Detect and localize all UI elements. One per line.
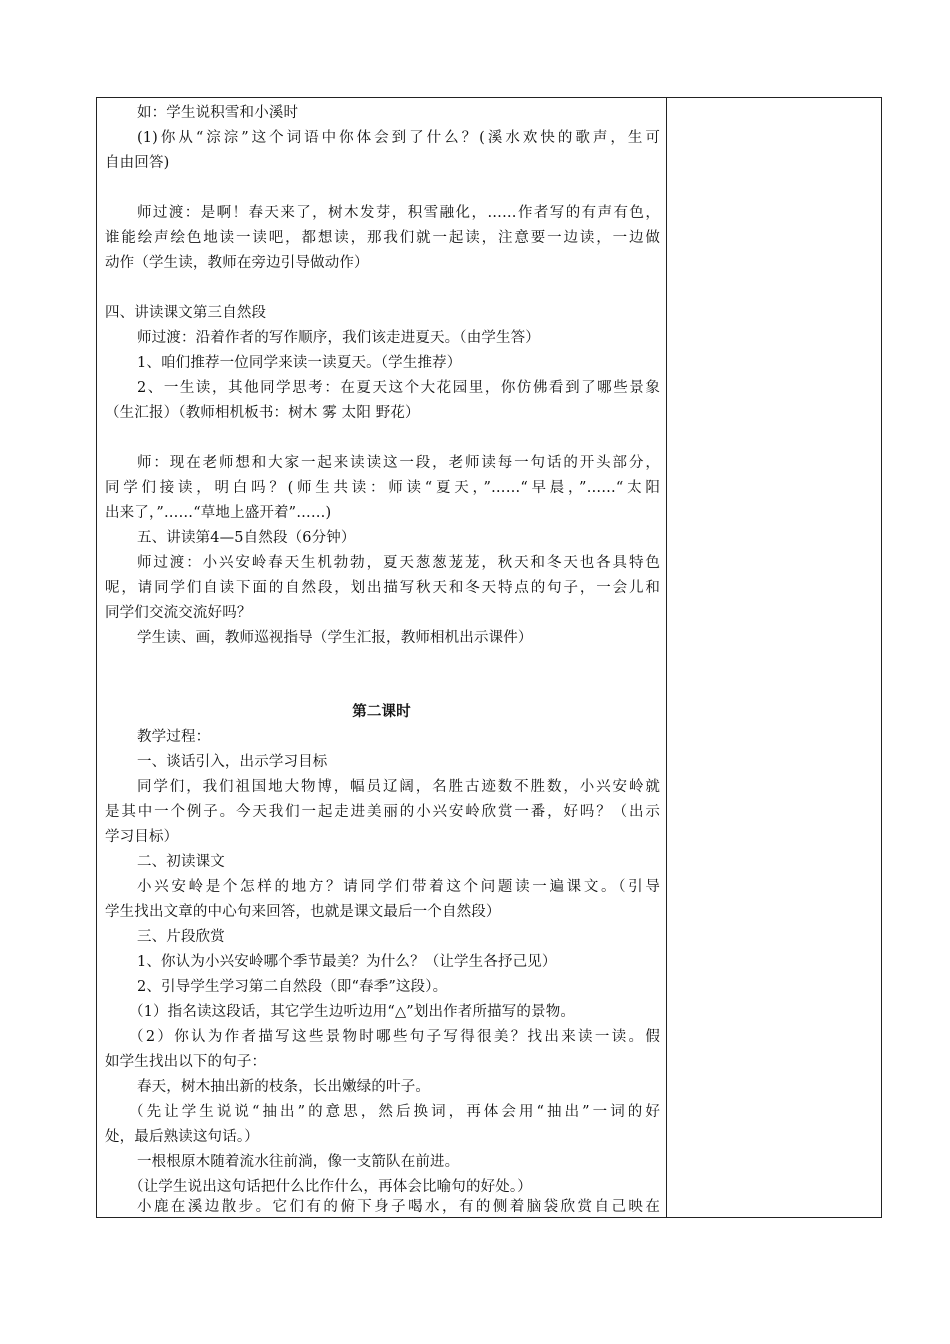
text-line: 如：学生说积雪和小溪时: [137, 105, 299, 121]
section-heading: 五、讲读第4—5自然段（6分钟）: [137, 530, 356, 546]
notes-cell: [667, 98, 881, 1217]
text-line: 1、你认为小兴安岭哪个季节最美？为什么？（让学生各抒己见）: [137, 954, 557, 970]
text-line: 2、引导学生学习第二自然段（即“春季”这段）。: [137, 979, 448, 995]
section-heading: 四、讲读课文第三自然段: [105, 305, 267, 321]
text-line: 1、咱们推荐一位同学来读一读夏天。（学生推荐）: [137, 355, 462, 371]
text-line: （先让学生说说“抽出”的意思，然后换词，再体会用“抽出”一词的好: [129, 1104, 660, 1120]
text-line: 同学们接读，明白吗？(师生共读：师读“夏天，”……“早晨，”……“太阳: [105, 480, 660, 496]
text-line: 出来了，”……“草地上盛开着”……): [105, 505, 332, 521]
text-line: 动作（学生读，教师在旁边引导做动作）: [105, 255, 369, 271]
text-line: 如学生找出以下的句子：: [105, 1054, 267, 1070]
text-line: 处，最后熟读这句话。）: [105, 1129, 259, 1145]
section-heading: 三、片段欣赏: [137, 929, 225, 945]
text-line: （2）你认为作者描写这些景物时哪些句子写得很美？找出来读一读。假: [129, 1029, 660, 1045]
text-line: （生汇报）（教师相机板书：树木 雾 太阳 野花）: [105, 405, 420, 421]
lesson-content-cell: [97, 98, 666, 1217]
text-line: 2、一生读，其他同学思考：在夏天这个大花园里，你仿佛看到了哪些景象: [137, 380, 660, 396]
text-line: 同学们交流交流好吗？: [105, 605, 252, 621]
text-line: 是其中一个例子。今天我们一起走进美丽的小兴安岭欣赏一番，好吗？（出示: [105, 804, 660, 820]
text-line: 一根根原木随着流水往前淌，像一支箭队在前进。: [137, 1154, 460, 1170]
text-line: （1）指名读这段话，其它学生边听边用“△”划出作者所描写的景物。: [129, 1004, 575, 1020]
lesson-period-heading: 第二课时: [352, 703, 411, 720]
text-line: 师：现在老师想和大家一起来读读这一段，老师读每一句话的开头部分，: [137, 455, 660, 471]
text-line: 学习目标）: [105, 829, 179, 845]
text-line: 自由回答): [105, 155, 170, 171]
text-line: 学生找出文章的中心句来回答，也就是课文最后一个自然段）: [105, 904, 501, 920]
text-line: 师过渡：是啊！春天来了，树木发芽，积雪融化，……作者写的有声有色，: [137, 205, 660, 221]
text-line: 小鹿在溪边散步。它们有的俯下身子喝水，有的侧着脑袋欣赏自己映在: [137, 1199, 660, 1215]
text-line: 教学过程：: [137, 729, 211, 745]
section-heading: 一、谈话引入，出示学习目标: [137, 754, 328, 770]
lesson-plan-table: [96, 97, 882, 1218]
text-line: 师过渡：小兴安岭春天生机勃勃，夏天葱葱茏茏，秋天和冬天也各具特色: [137, 555, 660, 571]
text-line: 小兴安岭是个怎样的地方？请同学们带着这个问题读一遍课文。（引导: [137, 879, 660, 895]
section-heading: 二、初读课文: [137, 854, 225, 870]
text-line: 学生读、画，教师巡视指导（学生汇报，教师相机出示课件）: [137, 630, 533, 646]
text-line: 师过渡：沿着作者的写作顺序，我们该走进夏天。（由学生答）: [137, 330, 540, 346]
text-line: (1)你从“淙淙”这个词语中你体会到了什么？(溪水欢快的歌声，生可: [137, 130, 660, 146]
text-line: （让学生说出这句话把什么比作什么，再体会比喻句的好处。）: [129, 1179, 532, 1195]
text-line: 春天，树木抽出新的枝条，长出嫩绿的叶子。: [137, 1079, 430, 1095]
text-line: 呢，请同学们自读下面的自然段，划出描写秋天和冬天特点的句子，一会儿和: [105, 580, 660, 596]
text-line: 同学们，我们祖国地大物博，幅员辽阔，名胜古迹数不胜数，小兴安岭就: [137, 779, 660, 795]
text-line: 谁能绘声绘色地读一读吧，都想读，那我们就一起读，注意要一边读，一边做: [105, 230, 660, 246]
